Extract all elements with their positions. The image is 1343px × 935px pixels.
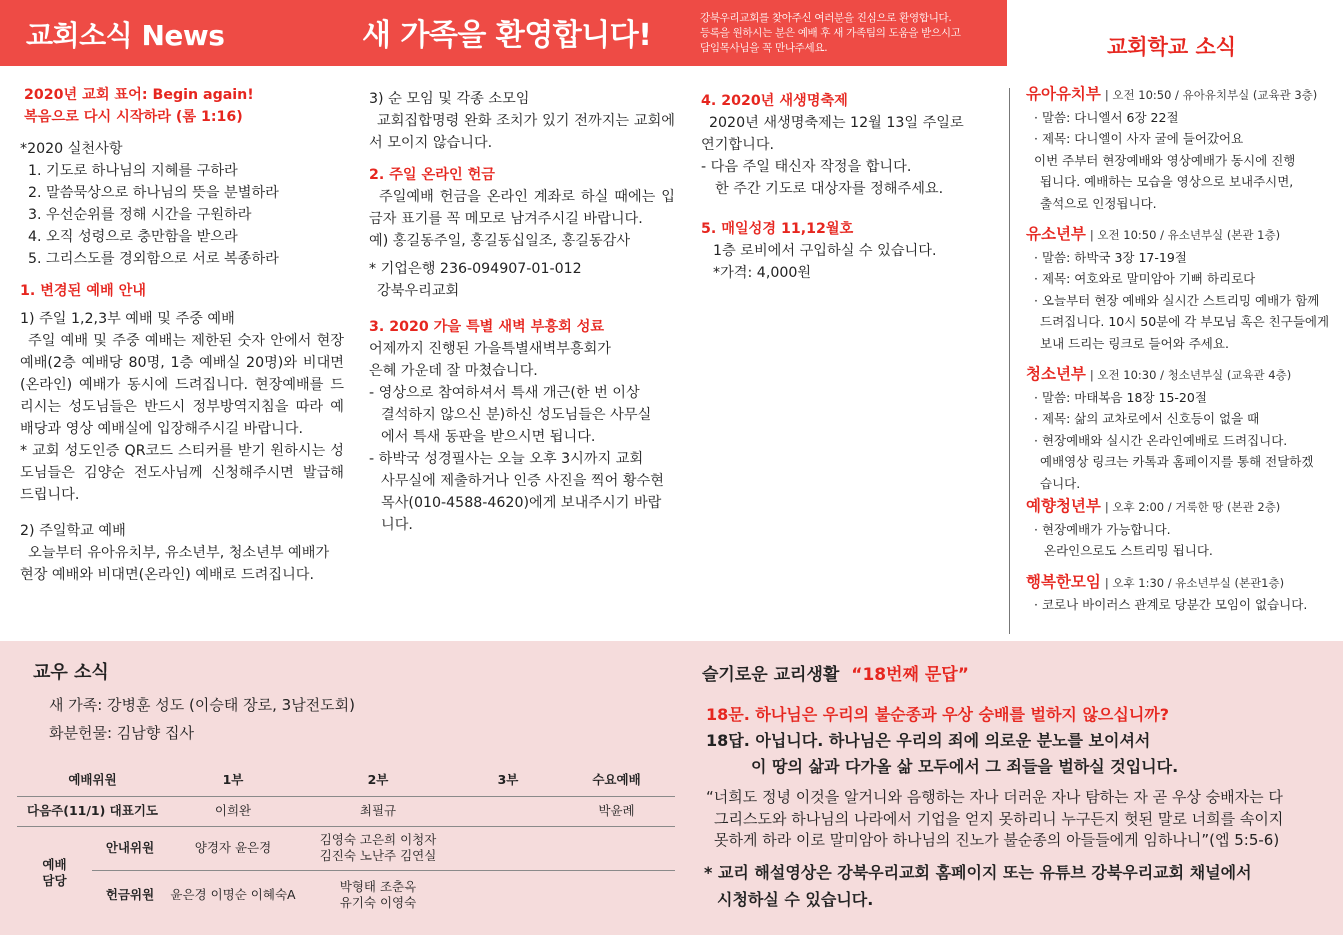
school-section-extra: 됩니다. 예배하는 모습을 영상으로 보내주시면, <box>1040 174 1294 189</box>
table-cell: 김영숙 고은희 이청자 김진숙 노난주 김연실 <box>298 826 458 870</box>
table-cell: 이희완 <box>168 796 298 826</box>
church-school-news <box>1026 78 1338 616</box>
school-section-meta: | 오전 10:30 / 청소년부실 (교육관 4층) <box>1089 368 1292 382</box>
welcome-note <box>700 11 961 56</box>
doctrine-title-highlight: “18번째 문답” <box>851 665 969 685</box>
new-life-festival-title: 4. 2020년 새생명축제 <box>701 93 848 109</box>
school-section-extra: 습니다. <box>1040 475 1081 491</box>
prayer-label: 다음주(11/1) 대표기도 <box>17 796 168 826</box>
school-section-name: 청소년부 <box>1026 365 1086 383</box>
news-title: 교회소식 News <box>26 19 225 52</box>
school-section-extra: 이번 주부터 현장예배와 영상예배가 동시에 진행 <box>1034 152 1296 168</box>
practice-item: 1. 기도로 하나님의 지혜를 구하라 <box>28 163 238 179</box>
table-header-cell: 수요예배 <box>558 764 675 796</box>
flowers-line: 화분헌물: 김남향 집사 <box>49 724 195 742</box>
table-cell: 박형태 조춘옥 유기숙 이영숙 <box>339 879 417 911</box>
school-section-name: 예향청년부 <box>1026 497 1101 515</box>
table-cell: 양경자 윤은경 <box>168 826 298 870</box>
school-section-line: · 현장예배와 실시간 온라인예배로 드려집니다. <box>1034 432 1288 448</box>
new-life-festival-body: 2020년 새생명축제는 12월 13일 주일로 <box>709 115 964 131</box>
revival-title: 3. 2020 가을 특별 새벽 부흥회 성료 <box>369 319 605 335</box>
school-news-title: 교회학교 소식 <box>1107 35 1237 59</box>
table-cell: 윤은경 이명순 이혜숙A <box>170 887 296 903</box>
doctrine-question: 18문. 하나님은 우리의 불순종과 우상 숭배를 벌하지 않으십니까? <box>706 705 1170 724</box>
quote-line: 그리스도와 하나님의 나라에서 기업을 얻지 못하리니 누구든지 헛된 말로 너희를 속이지 <box>714 809 1284 828</box>
table-row <box>17 796 675 826</box>
worship-change-title: 1. 변경된 예배 안내 <box>20 283 147 299</box>
new-family-line: 새 가족: 강병훈 성도 (이승태 장로, 3남전도회) <box>49 696 356 714</box>
table-cell <box>458 826 558 870</box>
motto-line: 복음으로 다시 시작하라 (롬 1:16) <box>24 109 243 125</box>
revival-item: 사무실에 제출하거나 인증 사진을 찍어 황수현 <box>381 473 664 489</box>
revival-item: 목사(010-4588-4620)에게 보내주시기 바랍니다. <box>381 495 662 533</box>
small-group-title: 3) 순 모임 및 각종 소모임 <box>369 91 530 107</box>
online-offering-title: 2. 주일 온라인 헌금 <box>369 167 496 183</box>
practice-item: 2. 말씀묵상으로 하나님의 뜻을 분별하라 <box>28 185 279 201</box>
school-section-extra: 예배영상 링크는 카톡과 홈페이지를 통해 전달하겠 <box>1040 454 1314 469</box>
daily-bible-price: *가격: 4,000원 <box>713 265 812 281</box>
quote-line: 못하게 하라 이로 말미암아 하나님의 진노가 불순종의 아들들에게 임하나니”(엡 5:5-6) <box>714 831 1280 849</box>
offering-label: 헌금위원 <box>105 887 155 903</box>
members-news-title: 교우 소식 <box>33 662 109 683</box>
motto-line: 2020년 교회 표어: Begin again! <box>24 87 254 103</box>
school-section-header <box>1026 496 1338 519</box>
school-section-header <box>1026 224 1338 247</box>
practice-item: 3. 우선순위를 정해 시간을 구원하라 <box>28 207 252 223</box>
new-life-festival-body: 연기합니다. <box>701 137 775 153</box>
quote-line: “너희도 정녕 이것을 알거니와 음행하는 자나 더러운 자나 탐하는 자 곧 우상 숭배자는 다 <box>706 788 1283 806</box>
table-header-cell: 3부 <box>458 764 558 796</box>
school-section-extra: 온라인으로도 스트리밍 됩니다. <box>1044 543 1213 558</box>
table-cell <box>558 870 675 920</box>
school-section-header <box>1026 572 1338 595</box>
qr-sticker-notice: * 교회 성도인증 QR코드 스티커를 받기 원하시는 성도님들은 김양순 전도사님께 신청해주시면 발급해 드립니다. <box>20 443 344 503</box>
doctrine-answer: 18답. 아닙니다. 하나님은 우리의 죄에 의로운 분노를 보이셔서 <box>706 731 1151 750</box>
doctrine-video-note: 시청하실 수 있습니다. <box>717 890 874 909</box>
revival-body: 은혜 가운데 잘 마쳤습니다. <box>369 363 538 379</box>
welcome-note-line: 등록을 원하시는 분은 예배 후 새 가족팀의 도움을 받으시고 <box>700 27 961 39</box>
school-section-line: · 현장예배가 가능합니다. <box>1034 521 1171 537</box>
doctrine-title <box>702 660 969 685</box>
practice-item: 5. 그리스도를 경외함으로 서로 복종하라 <box>28 251 279 267</box>
new-life-festival-item: 한 주간 기도로 대상자를 정해주세요. <box>715 181 944 197</box>
school-section-line: · 코로나 바이러스 관계로 당분간 모임이 없습니다. <box>1034 597 1308 612</box>
school-section-meta: | 오전 10:50 / 유아유치부실 (교육관 3층) <box>1104 88 1318 102</box>
sunday-school-body: 오늘부터 유아유치부, 유소년부, 청소년부 예배가 현장 예배와 비대면(온라인) 예배로 드려집니다. <box>20 545 330 583</box>
doctrine-title-text: 슬기로운 교리생활 <box>702 665 840 685</box>
duty-group-label: 예배 담당 <box>42 857 67 889</box>
school-section-meta: | 오후 2:00 / 거룩한 땅 (본관 2층) <box>1104 500 1281 514</box>
table-cell <box>458 870 558 920</box>
revival-item: 에서 특새 동판을 받으시면 됩니다. <box>381 429 596 445</box>
column-divider <box>1009 88 1010 634</box>
doctrine-scripture-quote <box>706 787 1306 852</box>
worship-duty-table <box>17 764 675 920</box>
school-section-header <box>1026 364 1338 387</box>
practice-title: *2020 실천사항 <box>20 141 123 157</box>
revival-item: - 영상으로 참여하셔서 특새 개근(한 번 이상 <box>369 385 640 401</box>
online-offering-body: 주일예배 헌금을 온라인 계좌로 하실 때에는 입금자 표기를 꼭 메모로 남겨주시길 바랍니다. <box>369 189 675 227</box>
table-header-row <box>17 764 675 796</box>
table-cell <box>458 796 558 826</box>
worship-body: 주일 예배 및 주중 예배는 제한된 숫자 안에서 현장 예배(2층 예배당 80명, 1층 예배실 20명)와 비대면(온라인) 예배가 동시에 드려집니다. 현장예배를 드리시는 성도님들은 반드시 정부방역지침을 따라 예배당과 영상 예배실에 입장해주시길 바랍니다. <box>20 333 344 437</box>
sunday-school-title: 2) 주일학교 예배 <box>20 523 126 539</box>
school-section-header <box>1026 84 1338 107</box>
daily-bible-title: 5. 매일성경 11,12월호 <box>701 221 854 237</box>
school-section-name: 행복한모임 <box>1026 572 1101 591</box>
table-cell: 박윤례 <box>558 796 675 826</box>
offering-example: 예) 홍길동주일, 홍길동십일조, 홍길동감사 <box>369 233 631 249</box>
school-section-line: · 제목: 삶의 교차로에서 신호등이 없을 때 <box>1034 411 1260 426</box>
new-life-festival-item: - 다음 주일 태신자 작정을 합니다. <box>701 159 912 175</box>
table-header-cell: 2부 <box>298 764 458 796</box>
school-section-extra: 출석으로 인정됩니다. <box>1040 195 1157 211</box>
table-row <box>17 870 675 920</box>
small-group-body: 교회집합명령 완화 조치가 있기 전까지는 교회에서 모이지 않습니다. <box>369 113 675 151</box>
table-header-cell: 예배위원 <box>17 764 168 796</box>
school-section-meta: | 오전 10:50 / 유소년부실 (본관 1층) <box>1089 228 1281 242</box>
school-section-line: · 말씀: 다니엘서 6장 22절 <box>1034 109 1179 125</box>
school-section-extra: 드려집니다. 10시 50분에 각 부모님 혹은 친구들에게 <box>1040 314 1330 329</box>
revival-item: - 하박국 성경필사는 오늘 오후 3시까지 교회 <box>369 451 644 467</box>
welcome-note-line: 담임목사님을 꼭 만나주세요. <box>700 42 828 54</box>
school-section-name: 유아유치부 <box>1026 85 1101 103</box>
table-cell <box>558 826 675 870</box>
usher-label: 안내위원 <box>92 826 168 870</box>
table-row <box>17 826 675 870</box>
revival-item: 결석하지 않으신 분)하신 성도님들은 사무실 <box>381 407 652 423</box>
school-section-extra: 보내 드리는 링크로 들어와 주세요. <box>1040 335 1229 351</box>
welcome-title: 새 가족을 환영합니다! <box>362 18 652 53</box>
news-column-2 <box>369 88 675 536</box>
doctrine-answer: 이 땅의 삶과 다가올 삶 모두에서 그 죄들을 벌하실 것입니다. <box>751 757 1179 776</box>
bank-holder: 강북우리교회 <box>377 283 460 299</box>
revival-body: 어제까지 진행된 가을특별새벽부흥회가 <box>369 341 612 357</box>
bank-account: * 기업은행 236-094907-01-012 <box>369 261 582 277</box>
school-section-line: · 제목: 다니엘이 사자 굴에 들어갔어요 <box>1034 131 1244 146</box>
school-section-name: 유소년부 <box>1026 225 1086 243</box>
school-section-line: · 제목: 여호와로 말미암아 기뻐 하리로다 <box>1034 271 1256 286</box>
doctrine-video-note: * 교리 해설영상은 강북우리교회 홈페이지 또는 유튜브 강북우리교회 채널에서 <box>704 863 1252 882</box>
table-cell: 최필규 <box>298 796 458 826</box>
school-section-line: · 오늘부터 현장 예배와 실시간 스트리밍 예배가 함께 <box>1034 292 1320 308</box>
news-column-3 <box>701 90 991 284</box>
table-header-cell: 1부 <box>168 764 298 796</box>
school-section-line: · 말씀: 하박국 3장 17-19절 <box>1034 249 1187 265</box>
worship-sub-title: 1) 주일 1,2,3부 예배 및 주중 예배 <box>20 311 235 327</box>
news-column-1 <box>20 84 344 586</box>
school-section-meta: | 오후 1:30 / 유소년부실 (본관1층) <box>1104 575 1285 590</box>
top-banner <box>0 0 1007 66</box>
welcome-note-line: 강북우리교회를 찾아주신 여러분을 진심으로 환영합니다. <box>700 12 952 24</box>
daily-bible-body: 1층 로비에서 구입하실 수 있습니다. <box>713 243 937 259</box>
school-section-line: · 말씀: 마태복음 18장 15-20절 <box>1034 389 1207 405</box>
practice-item: 4. 오직 성령으로 충만함을 받으라 <box>28 229 238 245</box>
